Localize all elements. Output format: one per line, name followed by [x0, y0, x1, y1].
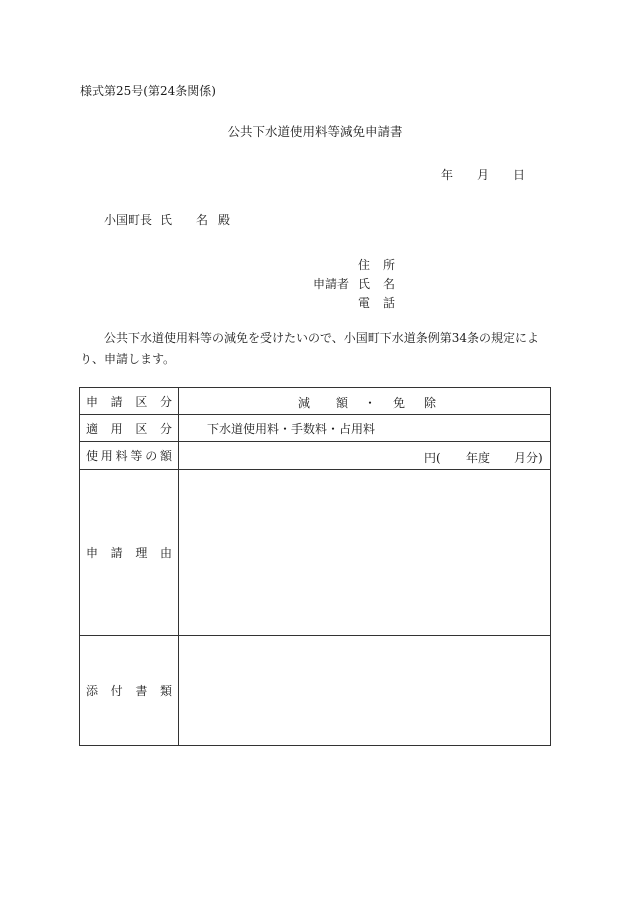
exemption-char-1: 免 [393, 396, 406, 410]
fee-amount-value[interactable] [179, 442, 551, 470]
address-label-2: 所 [383, 258, 396, 272]
addressee-town: 小国町長 [104, 213, 153, 227]
addressee-name-2: 名 [196, 213, 209, 227]
attachments-value[interactable] [179, 636, 551, 746]
application-statement: 公共下水道使用料等の減免を受けたいので、小国町下水道条例第34条の規定により、申請します。 [80, 331, 540, 366]
date-day: 日 [513, 168, 526, 182]
amount-month: 月分) [514, 450, 543, 465]
table-row [80, 415, 551, 442]
addressee-honorific: 殿 [218, 213, 231, 227]
name-label-1: 氏 [358, 277, 371, 291]
document-title: 公共下水道使用料等減免申請書 [227, 124, 403, 139]
reason-value[interactable] [179, 470, 551, 636]
separator-dot: ・ [364, 396, 377, 410]
applicable-type-value[interactable]: 下水道使用料・手数料・占用料 [179, 415, 551, 442]
reduction-char-1: 減 [298, 396, 311, 410]
amount-fiscal-year: 年度 [466, 450, 491, 465]
address-label-1: 住 [358, 258, 371, 272]
name-label-2: 名 [383, 277, 396, 291]
exemption-char-2: 除 [424, 396, 437, 410]
application-table [79, 387, 551, 746]
table-row [80, 470, 551, 636]
table-row [80, 442, 551, 470]
phone-label-2: 話 [383, 296, 396, 310]
table-row [80, 388, 551, 415]
applicant-label: 申請者 [313, 277, 350, 291]
amount-yen: 円( [424, 450, 441, 465]
reduction-char-2: 額 [336, 396, 349, 410]
date-month: 月 [477, 168, 490, 182]
addressee-name-1: 氏 [160, 213, 173, 227]
date-year: 年 [441, 168, 454, 182]
table-row [80, 636, 551, 746]
application-type-value[interactable] [179, 388, 551, 415]
row-label-applicable-type: 適用区分 [80, 415, 179, 442]
row-label-reason: 申請理由 [80, 470, 179, 636]
row-label-attachments: 添付書類 [80, 636, 179, 746]
row-label-application-type: 申請区分 [80, 388, 179, 415]
form-number: 様式第25号(第24条関係) [80, 84, 216, 98]
row-label-fee-amount: 使用料等の額 [80, 442, 179, 470]
phone-label-1: 電 [358, 296, 371, 310]
